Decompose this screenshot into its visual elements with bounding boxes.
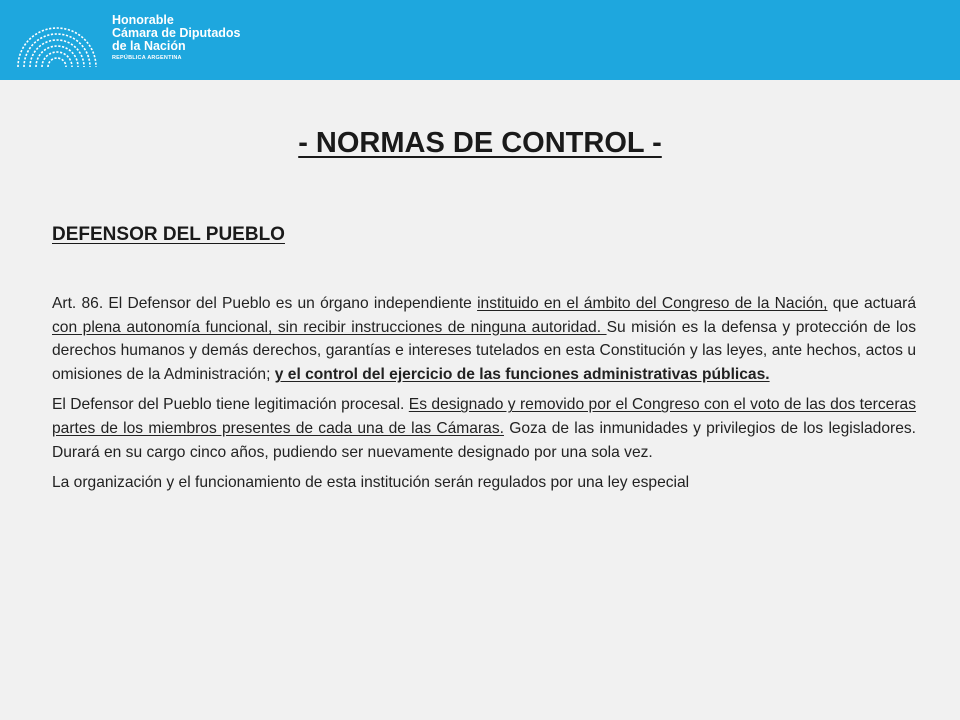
p1-underlined-1: instituido en el ámbito del Congreso de la Nación, xyxy=(477,295,828,312)
logo-line-3: de la Nación xyxy=(112,39,186,53)
logo-line-2: Cámara de Diputados xyxy=(112,26,241,40)
p1-text-2: que actuará xyxy=(827,295,916,312)
paragraph-2 xyxy=(52,393,916,464)
logo-line-1: Honorable xyxy=(112,13,174,27)
p2-text-1: El Defensor del Pueblo tiene legitimación procesal. xyxy=(52,396,409,414)
section-subtitle: DEFENSOR DEL PUEBLO xyxy=(52,224,285,245)
page-title-text: - NORMAS DE CONTROL - xyxy=(298,127,662,159)
paragraph-1 xyxy=(52,292,916,386)
logo-line-4: REPÚBLICA ARGENTINA xyxy=(112,55,182,61)
logo-text xyxy=(112,14,241,63)
page-title xyxy=(0,127,960,160)
paragraph-3 xyxy=(52,471,916,495)
p2-underlined-1: Es designado y removido por el Congreso con el voto de las dos terceras partes de los miembros presentes de cada una de las Cámaras. xyxy=(52,396,916,437)
p1-underlined-2: con plena autonomía funcional, sin recibir instrucciones de ninguna autoridad. xyxy=(52,318,607,336)
header-bar xyxy=(0,0,960,80)
article-body xyxy=(52,292,916,502)
p1-text-3: Su misión es la defensa y protección de los derechos humanos y demás derechos, garantías e intereses tutelados en esta Constitución y las leyes, ante hechos, actos u omisiones de la Administración; xyxy=(52,318,916,383)
p1-bold-underlined: y el control del ejercicio de las funciones administrativas públicas. xyxy=(274,365,770,383)
congress-dome-logo-icon xyxy=(14,9,100,69)
p2-text-2: Goza de las inmunidades y privilegios de los legisladores. Durará en su cargo cinco años, pudiendo ser nuevamente designado por una sola vez. xyxy=(52,419,916,461)
p3-text-1: La organización y el funcionamiento de esta institución serán regulados por una ley especial xyxy=(52,474,690,492)
p1-text-1: Art. 86. El Defensor del Pueblo es un órgano independiente xyxy=(52,295,478,312)
